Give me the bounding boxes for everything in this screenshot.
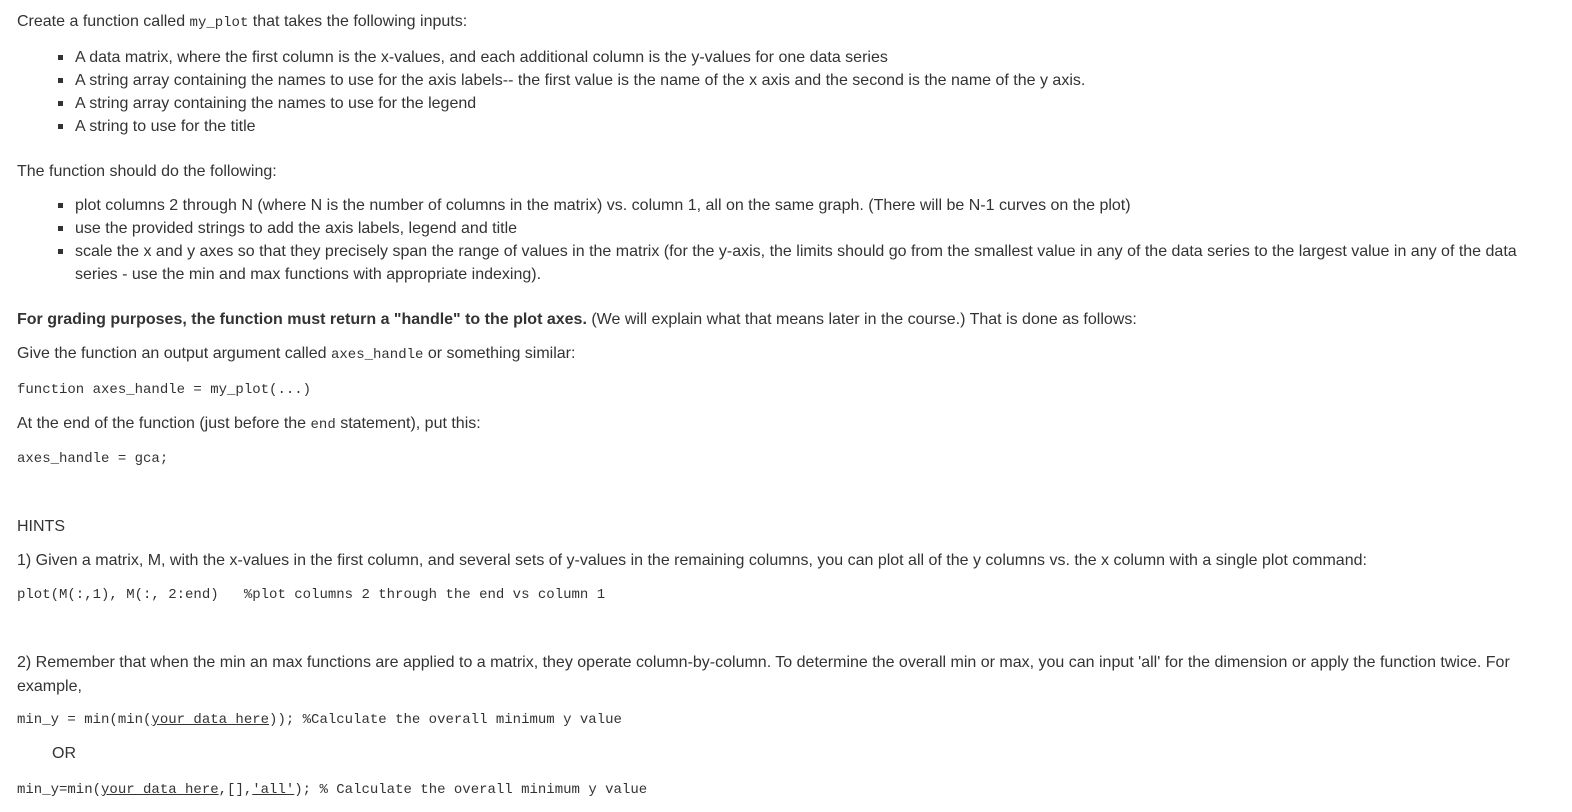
grading-bold-text: For grading purposes, the function must return a "handle" to the plot axes. [17, 311, 587, 328]
code-min-1: min_y = min(min(your data here)); %Calculate the overall minimum y value [17, 712, 622, 728]
list-item: A data matrix, where the first column is the x-values, and each additional column is the y-values for one data series [58, 46, 1085, 69]
code-min-2: min_y=min(your data here,[],'all'); % Calculate the overall minimum y value [17, 782, 648, 798]
grading-paragraph [17, 308, 1137, 332]
code-gca: axes_handle = gca; [17, 451, 169, 467]
bullet-icon [58, 124, 63, 129]
placeholder-your-data: your data here [151, 712, 270, 728]
bullet-icon [58, 78, 63, 83]
list-item: A string to use for the title [58, 115, 1085, 138]
grading-rest-text: (We will explain what that means later in the course.) That is done as follows: [586, 311, 1137, 328]
code-signature: function axes_handle = my_plot(...) [17, 382, 312, 398]
code-plot: plot(M(:,1), M(:, 2:end) %plot columns 2 through the end vs column 1 [17, 587, 606, 603]
list-item: scale the x and y axes so that they precisely span the range of values in the matrix (for the y-axis, the limits should go from the smallest value in any of the data series to the largest value in any of the data series - use the min and max functions with appropriate indexing). [58, 240, 1540, 286]
bullet-icon [58, 101, 63, 106]
list-item: A string array containing the names to use for the axis labels-- the first value is the name of the x axis and the second is the name of the y axis. [58, 69, 1085, 92]
list-item: A string array containing the names to use for the legend [58, 92, 1085, 115]
all-string-literal: 'all' [252, 782, 295, 798]
output-arg-code: axes_handle [330, 347, 424, 363]
intro-prefix: Create a function called [17, 13, 190, 30]
inputs-list [58, 46, 1085, 138]
or-text: OR [52, 745, 76, 762]
hint-1: 1) Given a matrix, M, with the x-values in the first column, and several sets of y-values in the remaining columns, you can plot all of the y columns vs. the x column with a single plot command: [17, 552, 1367, 569]
function-name-code: my_plot [189, 15, 249, 31]
placeholder-your-data: your data here [101, 782, 219, 798]
bullet-icon [58, 249, 63, 254]
output-arg-paragraph: Give the function an output argument called axes_handle or something similar: [17, 345, 576, 363]
bullet-icon [58, 203, 63, 208]
intro-paragraph [17, 10, 467, 35]
bullet-icon [58, 226, 63, 231]
bullet-icon [58, 55, 63, 60]
end-keyword-code: end [310, 417, 336, 433]
should-do-list [58, 194, 1540, 286]
should-do-heading: The function should do the following: [17, 163, 277, 180]
list-item: plot columns 2 through N (where N is the number of columns in the matrix) vs. column 1, all on the same graph. (There will be N-1 curves on the plot) [58, 194, 1540, 217]
end-note-paragraph: At the end of the function (just before the end statement), put this: [17, 415, 481, 433]
hints-heading: HINTS [17, 518, 65, 535]
hint-2: 2) Remember that when the min an max functions are applied to a matrix, they operate column-by-column. To determine the overall min or max, you can input 'all' for the dimension or apply the function twice. For example, [17, 654, 1510, 695]
list-item: use the provided strings to add the axis labels, legend and title [58, 217, 1540, 240]
intro-suffix: that takes the following inputs: [248, 13, 468, 30]
